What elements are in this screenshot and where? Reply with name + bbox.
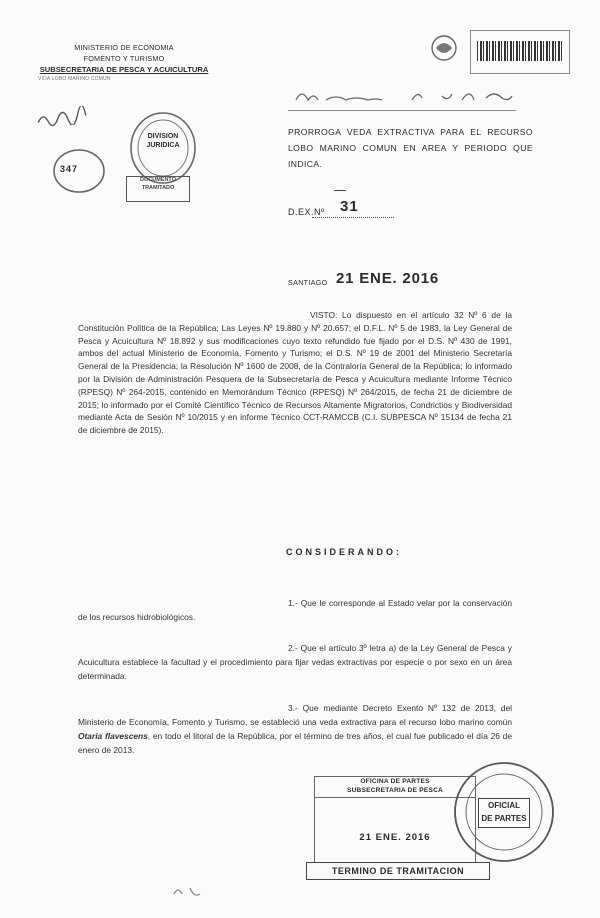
oficina-stamp-line1: OFICINA DE PARTES (360, 778, 430, 785)
letterhead-small-text: VIDA LOBO MARINO COMUN (38, 76, 111, 82)
handwritten-annotation (292, 86, 520, 111)
oficial-partes-seal (452, 760, 556, 864)
decree-number-line (312, 217, 394, 218)
division-stamp-line1: DIVISION (147, 133, 179, 140)
considerando-item-2-text: 2.- Que el artículo 3º letra a) de la Ley General de Pesca y Acuicultura establece la facultad y el procedimiento para fijar vedas extractivas por especie o por sexo en un área determinada. (78, 643, 512, 681)
species-name: Otaria flavescens (78, 731, 148, 741)
decree-label: D.EX.Nº (288, 207, 325, 217)
handwritten-scribble-icon (35, 105, 89, 128)
considerando-item-3 (78, 701, 512, 757)
barcode-label (470, 30, 570, 74)
considerando-heading: CONSIDERANDO: (286, 547, 403, 557)
oficina-stamp-line2: SUBSECRETARIA DE PESCA (315, 786, 475, 798)
item-3-pre: 3.- Que mediante Decreto Exento Nº 132 de 2013, del Ministerio de Economía, Fomento y Turismo, se estableció una veda extractiva para el recurso lobo marino común (78, 703, 512, 727)
division-juridica-stamp (128, 110, 198, 186)
visto-text: VISTO: Lo dispuesto en el artículo 32 Nº 6 de la Constitución Política de la República; Las Leyes Nº 19.880 y Nº 20.657; el D.F.L. Nº 5 de 1983, la Ley General de Pesca y Acuicultura Nº 18.892 y sus modificaciones cuyo texto refundido fue fijado por el D.S. Nº 430 de 1991, ambos del actual Ministerio de Economía, Fomento y Turismo; el D.S. Nº 19 de 2001 del Ministerio Secretaría General de la Presidencia; la Resolución Nº 1600 de 2008, de la Contraloría General de la República; lo informado por la División de Administración Pesquera de la Subsecretaría de Pesca y Acuicultura mediante Informe Técnico (RPESQ) Nº 264-2015, contenido en Memorándum Técnico (RPESQ) Nº 264/2015, de fecha 21 de diciembre de 2015; lo informado por el Comité Científico Técnico de Recursos Altamente Migratorios, Condrictios y Biodiversidad mediante Acta de Sesión Nº 10/2015 y en informe Técnico CCT-RAMCCB (C.I. SUBPESCA Nº 15134 de fecha 21 de diciembre de 2015). (78, 310, 512, 436)
decree-subject: PRORROGA VEDA EXTRACTIVA PARA EL RECURSO LOBO MARINO COMUN EN AREA Y PERIODO QUE INDICA. (288, 127, 533, 169)
date-stamp: 21 ENE. 2016 (336, 270, 439, 287)
visto-paragraph (78, 309, 512, 437)
number-stamp (52, 148, 106, 194)
considerando-item-3-text (78, 701, 512, 757)
tramitado-line2: TRAMITADO (141, 184, 175, 191)
oficial-line2: DE PARTES (481, 814, 527, 823)
seal-mark (424, 30, 464, 70)
seal-icon (424, 30, 464, 70)
barcode-bars (477, 41, 563, 61)
considerando-item-2 (78, 641, 512, 683)
letterhead (34, 42, 214, 83)
considerando-item-1-text: 1.- Que le corresponde al Estado velar por la conservación de los recursos hidrobiológicos. (78, 598, 512, 622)
handwritten-mark-icon (170, 884, 210, 904)
oficial-line1: OFICIAL (488, 801, 520, 810)
division-stamp-line2: JURIDICA (146, 142, 180, 149)
ministry-subtitle: FOMENTO Y TURISMO (83, 54, 165, 63)
subsecretaria-name: SUBSECRETARIA DE PESCA Y ACUICULTURA (39, 65, 209, 74)
considerando-item-1 (78, 596, 512, 624)
number-stamp-text: 347 (60, 164, 79, 174)
handwritten-annotation-icon (292, 86, 520, 106)
division-stamp-text (138, 132, 188, 150)
oficina-stamp-date: 21 ENE. 2016 (359, 832, 431, 843)
tramitado-line1: DOCUMENTO (140, 177, 176, 183)
handwritten-mark-bottom (170, 884, 210, 907)
ministry-name: MINISTERIO DE ECONOMIA (74, 43, 174, 52)
oficial-partes-box (478, 798, 530, 828)
decree-number-dash (334, 190, 346, 191)
handwritten-number-left (35, 105, 89, 132)
item-3-post: , en todo el litoral de la República, por el término de tres años, el cual fue publicado el día 26 de enero de 2013. (78, 731, 512, 755)
tramitado-stamp (126, 176, 190, 202)
date-place: SANTIAGO (288, 278, 328, 287)
decree-number: 31 (340, 198, 359, 215)
termino-tramitacion-stamp: TERMINO DE TRAMITACION (306, 862, 490, 880)
